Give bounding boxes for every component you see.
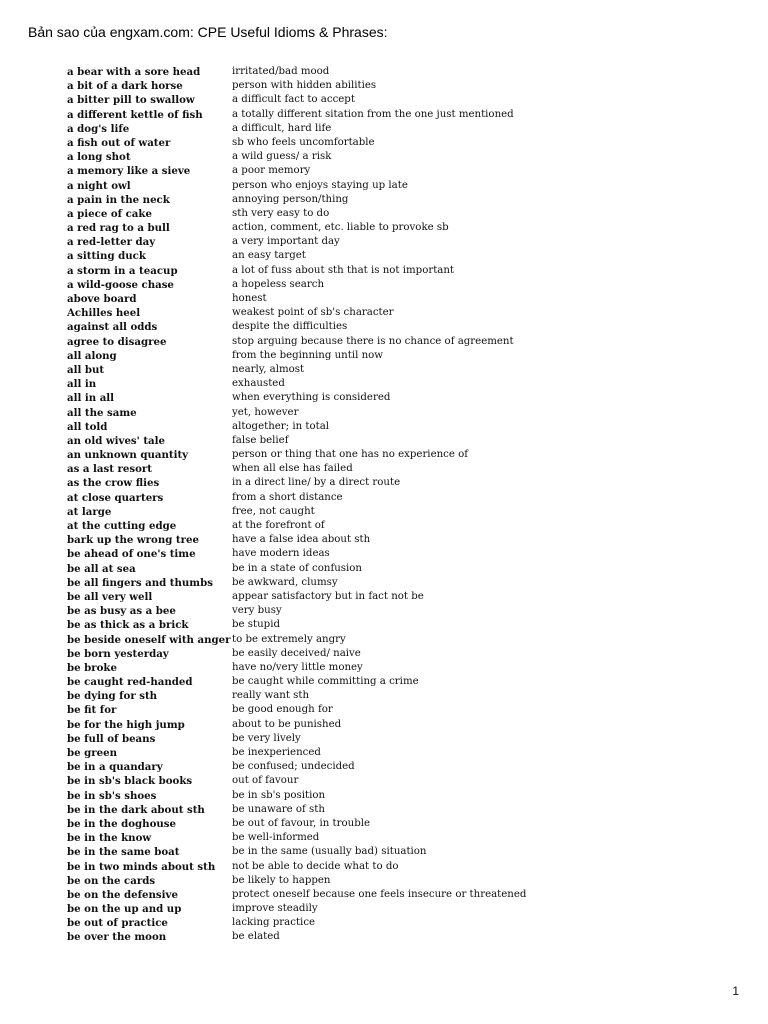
idiom-definition: weakest point of sb's character — [232, 307, 394, 319]
idiom-term: a bear with a sore head — [67, 66, 201, 78]
idiom-row — [67, 65, 747, 79]
idiom-row — [67, 831, 747, 845]
idiom-row — [67, 179, 747, 193]
idiom-row — [67, 136, 747, 150]
idiom-row — [67, 789, 747, 803]
idiom-definition: be likely to happen — [232, 874, 331, 886]
idiom-term: be in a quandary — [67, 761, 163, 774]
idiom-term: be broke — [67, 661, 117, 674]
idiom-row — [67, 618, 747, 632]
idiom-row — [67, 930, 747, 944]
idiom-row — [67, 377, 747, 391]
idiom-definition: person with hidden abilities — [232, 80, 377, 92]
idiom-definition: be good enough for — [232, 704, 333, 716]
idiom-row — [67, 476, 747, 490]
idiom-row — [67, 661, 747, 675]
idiom-definition: a difficult fact to accept — [232, 94, 355, 106]
idiom-definition: improve steadily — [232, 903, 318, 915]
idiom-definition: be out of favour, in trouble — [232, 817, 371, 829]
idiom-row — [67, 292, 747, 306]
idiom-definition: lacking practice — [232, 917, 316, 929]
idiom-row — [67, 349, 747, 363]
idiom-term: be in the know — [67, 832, 152, 845]
idiom-row — [67, 817, 747, 831]
idiom-term: all in all — [67, 392, 115, 405]
idiom-row — [67, 547, 747, 561]
idiom-definition: annoying person/thing — [232, 193, 349, 205]
idiom-definition: a totally different sitation from the one just mentioned — [232, 108, 514, 120]
idiom-term: at close quarters — [67, 491, 164, 504]
idiom-definition: be caught while committing a crime — [232, 676, 419, 688]
idiom-term: as the crow flies — [67, 477, 160, 490]
idiom-term: be ahead of one's time — [67, 548, 196, 561]
idiom-term: be on the up and up — [67, 903, 182, 916]
idiom-definition: a wild guess/ a risk — [232, 151, 332, 163]
idiom-term: a red-letter day — [67, 236, 156, 249]
idiom-row — [67, 633, 747, 647]
idiom-row — [67, 803, 747, 817]
idiom-definition: be inexperienced — [232, 747, 321, 758]
idiom-definition: protect oneself because one feels insecure or threatened — [232, 888, 527, 900]
idiom-term: be on the defensive — [67, 888, 178, 901]
idiom-term: a night owl — [67, 179, 131, 192]
idiom-row — [67, 604, 747, 618]
idiom-definition: from the beginning until now — [232, 349, 384, 361]
idiom-row — [67, 221, 747, 235]
idiom-row — [67, 491, 747, 505]
idiom-row — [67, 79, 747, 93]
idiom-row — [67, 406, 747, 420]
idiom-definition: when all else has failed — [232, 463, 353, 475]
idiom-term: be in the doghouse — [67, 817, 176, 830]
idiom-term: be all fingers and thumbs — [67, 576, 213, 589]
idiom-row — [67, 774, 747, 788]
idiom-term: be green — [67, 747, 118, 759]
idiom-term: be beside oneself with anger — [67, 633, 231, 646]
idiom-term: be as thick as a brick — [67, 619, 189, 632]
page-number: 1 — [732, 984, 739, 998]
idiom-term: all told — [67, 420, 108, 433]
idiom-term: an old wives' tale — [67, 434, 165, 447]
idiom-definition: appear satisfactory but in fact not be — [232, 590, 424, 602]
idiom-definition: sb who feels uncomfortable — [232, 136, 375, 148]
idiom-definition: be elated — [232, 931, 280, 943]
idiom-row — [67, 675, 747, 689]
idiom-definition: a hopeless search — [232, 278, 325, 290]
idiom-term: be fit for — [67, 704, 117, 717]
idiom-definition: irritated/bad mood — [232, 66, 330, 77]
idiom-definition: very busy — [232, 605, 282, 617]
idiom-row — [67, 164, 747, 178]
idiom-term: be in sb's black books — [67, 775, 193, 788]
idiom-row — [67, 193, 747, 207]
idiom-term: a bit of a dark horse — [67, 80, 183, 93]
idiom-row — [67, 278, 747, 292]
idiom-row — [67, 320, 747, 334]
idiom-row — [67, 150, 747, 164]
idiom-row — [67, 718, 747, 732]
idiom-term: against all odds — [67, 321, 158, 334]
idiom-row — [67, 249, 747, 263]
idiom-term: all but — [67, 363, 105, 376]
idiom-term: be in the dark about sth — [67, 803, 205, 816]
idiom-term: be in sb's shoes — [67, 789, 157, 802]
idiom-row — [67, 505, 747, 519]
idiom-row — [67, 902, 747, 916]
idiom-definition: be very lively — [232, 732, 301, 744]
idiom-term: a sitting duck — [67, 250, 146, 263]
idiom-term: at the cutting edge — [67, 520, 177, 532]
idiom-row — [67, 122, 747, 136]
idiom-row — [67, 760, 747, 774]
idiom-row — [67, 533, 747, 547]
idiom-term: be full of beans — [67, 732, 156, 745]
idiom-row — [67, 845, 747, 859]
idiom-term: bark up the wrong tree — [67, 534, 199, 547]
idiom-definition: nearly, almost — [232, 363, 305, 375]
idiom-list — [67, 65, 747, 945]
idiom-term: be out of practice — [67, 917, 168, 930]
idiom-definition: be in a state of confusion — [232, 562, 362, 574]
idiom-definition: person or thing that one has no experience of — [232, 449, 469, 461]
idiom-definition: out of favour — [232, 775, 299, 787]
idiom-definition: honest — [232, 293, 267, 304]
idiom-term: Achilles heel — [67, 307, 141, 320]
idiom-row — [67, 207, 747, 221]
idiom-row — [67, 590, 747, 604]
idiom-row — [67, 235, 747, 249]
idiom-term: all along — [67, 349, 117, 362]
idiom-term: a dog's life — [67, 122, 130, 135]
idiom-term: all in — [67, 378, 97, 391]
idiom-row — [67, 420, 747, 434]
idiom-definition: an easy target — [232, 250, 306, 262]
idiom-row — [67, 703, 747, 717]
idiom-definition: be confused; undecided — [232, 761, 355, 773]
idiom-term: be born yesterday — [67, 647, 169, 660]
idiom-term: an unknown quantity — [67, 449, 189, 462]
idiom-term: a piece of cake — [67, 207, 152, 220]
idiom-term: be as busy as a bee — [67, 605, 176, 618]
idiom-term: be all very well — [67, 590, 153, 603]
idiom-term: be dying for sth — [67, 690, 158, 703]
idiom-term: a red rag to a bull — [67, 222, 170, 235]
idiom-definition: altogether; in total — [232, 420, 330, 432]
idiom-definition: free, not caught — [232, 505, 315, 517]
idiom-term: a wild-goose chase — [67, 278, 174, 291]
idiom-definition: false belief — [232, 434, 289, 446]
idiom-row — [67, 108, 747, 122]
idiom-row — [67, 363, 747, 377]
idiom-definition: be in sb's position — [232, 789, 326, 801]
idiom-definition: have no/very little money — [232, 661, 363, 673]
idiom-term: at large — [67, 505, 112, 518]
idiom-definition: stop arguing because there is no chance of agreement — [232, 335, 514, 347]
page-header: Bản sao của engxam.com: CPE Useful Idioms & Phrases: — [28, 24, 388, 40]
idiom-row — [67, 335, 747, 349]
idiom-definition: from a short distance — [232, 491, 343, 503]
idiom-definition: about to be punished — [232, 718, 342, 730]
idiom-definition: be well-informed — [232, 832, 320, 844]
idiom-row — [67, 888, 747, 902]
idiom-term: be all at sea — [67, 562, 136, 575]
idiom-definition: have a false idea about sth — [232, 534, 371, 546]
idiom-definition: action, comment, etc. liable to provoke sb — [232, 222, 449, 234]
idiom-term: be in two minds about sth — [67, 860, 216, 873]
idiom-definition: a lot of fuss about sth that is not important — [232, 264, 455, 276]
idiom-definition: a very important day — [232, 236, 340, 248]
idiom-term: above board — [67, 293, 137, 305]
idiom-definition: sth very easy to do — [232, 207, 330, 219]
idiom-definition: yet, however — [232, 406, 299, 418]
idiom-row — [67, 647, 747, 661]
idiom-row — [67, 462, 747, 476]
idiom-row — [67, 860, 747, 874]
idiom-definition: not be able to decide what to do — [232, 860, 399, 872]
idiom-definition: when everything is considered — [232, 392, 391, 404]
idiom-term: a bitter pill to swallow — [67, 94, 195, 107]
idiom-term: all the same — [67, 406, 137, 419]
idiom-term: a fish out of water — [67, 136, 171, 149]
idiom-row — [67, 576, 747, 590]
idiom-term: be on the cards — [67, 874, 156, 887]
idiom-row — [67, 746, 747, 760]
idiom-definition: exhausted — [232, 378, 285, 390]
idiom-term: be in the same boat — [67, 846, 180, 859]
idiom-row — [67, 306, 747, 320]
idiom-row — [67, 916, 747, 930]
idiom-row — [67, 434, 747, 448]
idiom-row — [67, 732, 747, 746]
idiom-definition: in a direct line/ by a direct route — [232, 477, 401, 489]
idiom-row — [67, 448, 747, 462]
idiom-definition: person who enjoys staying up late — [232, 179, 408, 191]
idiom-row — [67, 93, 747, 107]
idiom-row — [67, 391, 747, 405]
idiom-definition: really want sth — [232, 690, 310, 702]
idiom-definition: a difficult, hard life — [232, 122, 332, 134]
idiom-row — [67, 519, 747, 533]
idiom-definition: be stupid — [232, 619, 280, 631]
idiom-term: a long shot — [67, 151, 131, 164]
idiom-definition: be in the same (usually bad) situation — [232, 846, 427, 858]
idiom-term: be caught red-handed — [67, 676, 193, 689]
idiom-term: a different kettle of fish — [67, 108, 203, 121]
idiom-term: a pain in the neck — [67, 193, 170, 206]
idiom-term: agree to disagree — [67, 335, 167, 348]
idiom-definition: be unaware of sth — [232, 803, 325, 815]
idiom-definition: to be extremely angry — [232, 633, 346, 645]
idiom-definition: a poor memory — [232, 165, 311, 177]
idiom-term: a memory like a sieve — [67, 165, 191, 178]
idiom-row — [67, 689, 747, 703]
idiom-definition: have modern ideas — [232, 548, 330, 560]
idiom-definition: be easily deceived/ naive — [232, 647, 361, 659]
idiom-term: as a last resort — [67, 463, 152, 476]
idiom-term: be over the moon — [67, 931, 167, 944]
idiom-row — [67, 264, 747, 278]
idiom-row — [67, 562, 747, 576]
idiom-term: a storm in a teacup — [67, 264, 178, 277]
idiom-definition: despite the difficulties — [232, 321, 348, 333]
idiom-row — [67, 874, 747, 888]
idiom-definition: be awkward, clumsy — [232, 576, 338, 588]
idiom-definition: at the forefront of — [232, 520, 325, 531]
idiom-term: be for the high jump — [67, 718, 185, 731]
